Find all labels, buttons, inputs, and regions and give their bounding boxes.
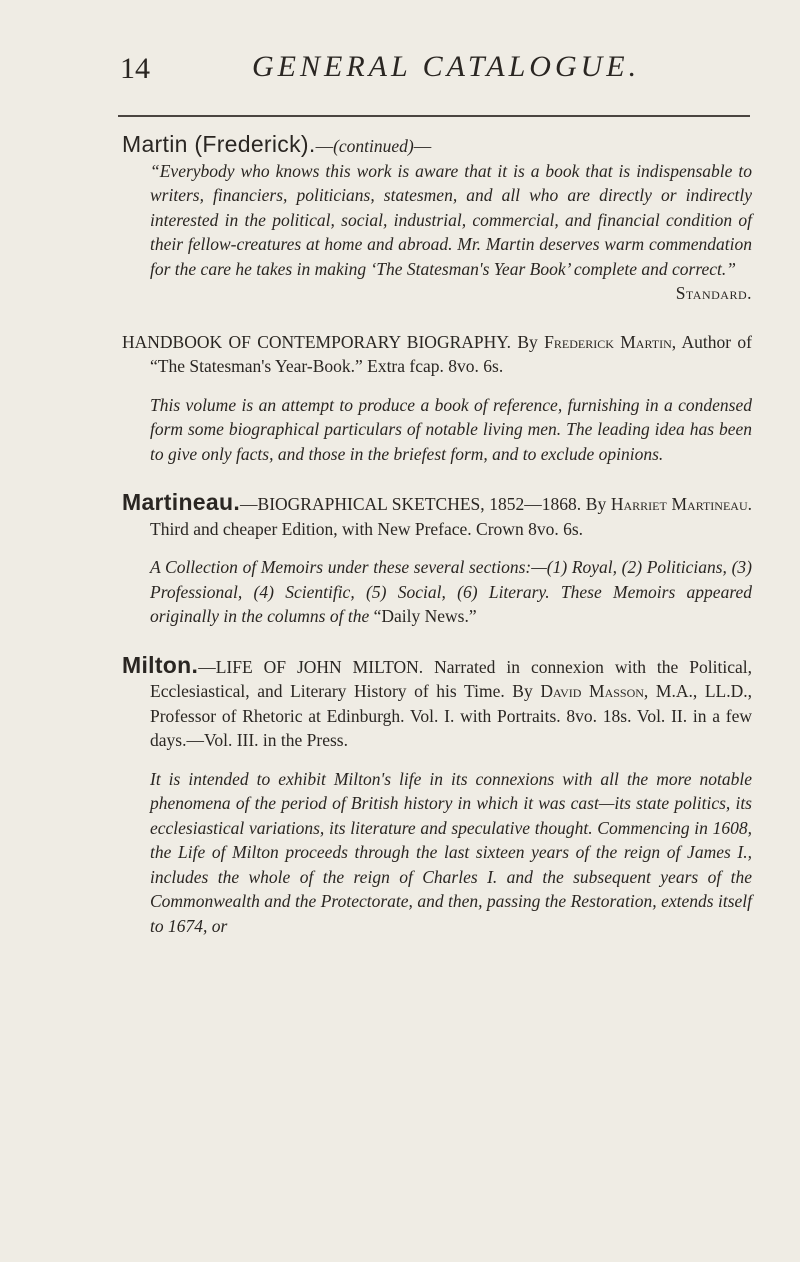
entry-name: Harriet Martineau.	[610, 494, 753, 514]
entry-author: Frederick Martin,	[544, 331, 677, 352]
entry-details: Author of “The Statesman's Year-Book.” Extra fcap. 8vo. 6s.	[150, 331, 752, 376]
header-rule	[118, 115, 750, 117]
running-header	[0, 50, 800, 102]
entry-details: Narrated in connexion with the Political, Ecclesiastical, and Literary History of his Time. By	[150, 656, 752, 701]
continued-label: (continued)	[333, 136, 414, 156]
entry-handbook: HANDBOOK OF CONTEMPORARY BIOGRAPHY. By Frederick Martin, Author of “The Statesman's Year-Book.” Extra fcap. 8vo. 6s. This volume is an attempt to produce a book of reference, furnishing in a condensed form some biographical particulars of notable living men. The leading idea has been to give only facts, and those in the briefest form, and to exclude opinions.	[122, 330, 752, 467]
page-number: 14	[120, 52, 150, 85]
entry-details: Third and cheaper Edition, with New Preface. Crown 8vo. 6s.	[150, 518, 584, 539]
entry-martineau: Martineau.—BIOGRAPHICAL SKETCHES, 1852—1868. By Harriet Martineau. Third and cheaper Edition, with New Preface. Crown 8vo. 6s. A Collection of Memoirs under these several sections:—(1) Royal, (2) Politicians, (3) Professional, (4) Scientific, (5) Social, (6) Literary. These Memoirs appeared originally in the columns of the “Daily News.”	[122, 490, 752, 629]
entry-martin: Martin (Frederick).—(continued)— “Everybody who knows this work is aware that it is a book that is indispensable to writers, financiers, politicians, statesmen, and all who are directly or indirectly interested in the political, social, industrial, commercial, and financial condition of their fellow-creatures at home and abroad. Mr. Martin deserves warm commendation for the care he takes in making ‘The Statesman's Year Book’ complete and correct.” Standard.	[122, 132, 752, 306]
entry-author: Martin (Frederick).	[122, 131, 316, 157]
entry-title: —LIFE OF JOHN MILTON.	[198, 656, 424, 677]
entry-title: —BIOGRAPHICAL SKETCHES, 1852—1868.	[240, 494, 582, 514]
review-source: Standard.	[675, 283, 752, 303]
entry-details: M.A., LL.D., Professor of Rhetoric at Edinburgh. Vol. I. with Portraits. 8vo. 18s. Vol. II. in a few days.—Vol. III. in the Press.	[150, 681, 752, 750]
running-title: GENERAL CATALOGUE.	[252, 50, 641, 83]
entry-description: This volume is an attempt to produce a book of reference, furnishing in a condensed form some biographical particulars of notable living men. The leading idea has been to give only facts, and those in the briefest form, and to exclude opinions.	[150, 394, 752, 464]
entry-title: HANDBOOK OF CONTEMPORARY BIOGRAPHY.	[122, 331, 512, 352]
entry-milton	[122, 653, 752, 939]
review-quote: “Everybody who knows this work is aware that it is a book that is indispensable to writers, financiers, politicians, statesmen, and all who are directly or indirectly interested in the political, social, industrial, commercial, and financial condition of their fellow-creatures at home and abroad. Mr. Martin deserves warm commendation for the care he takes in making ‘The Statesman's Year Book’ complete and correct.”	[150, 160, 752, 279]
entry-description: It is intended to exhibit Milton's life in its connexions with all the more notable phenomena of the period of British history in which it was cast—its state politics, its ecclesiastical variations, its literature and speculative thought. Commencing in 1608, the Life of Milton proceeds through the last sixteen years of the reign of James I., includes the whole of the reign of Charles I. and the subsequent years of the Commonwealth and the Protectorate, and then, passing the Restoration, extends itself to 1674, or	[150, 768, 752, 936]
entry-author: Milton.	[122, 651, 199, 678]
entry-name: David Masson,	[540, 681, 649, 701]
entry-description: A Collection of Memoirs under these several sections:—(1) Royal, (2) Politicians, (3) Professional, (4) Scientific, (5) Social, (6) Literary. These Memoirs appeared originally in the columns of the “Daily News.”	[150, 557, 752, 626]
catalogue-content	[122, 132, 752, 938]
entry-author: Martineau.	[122, 489, 241, 515]
